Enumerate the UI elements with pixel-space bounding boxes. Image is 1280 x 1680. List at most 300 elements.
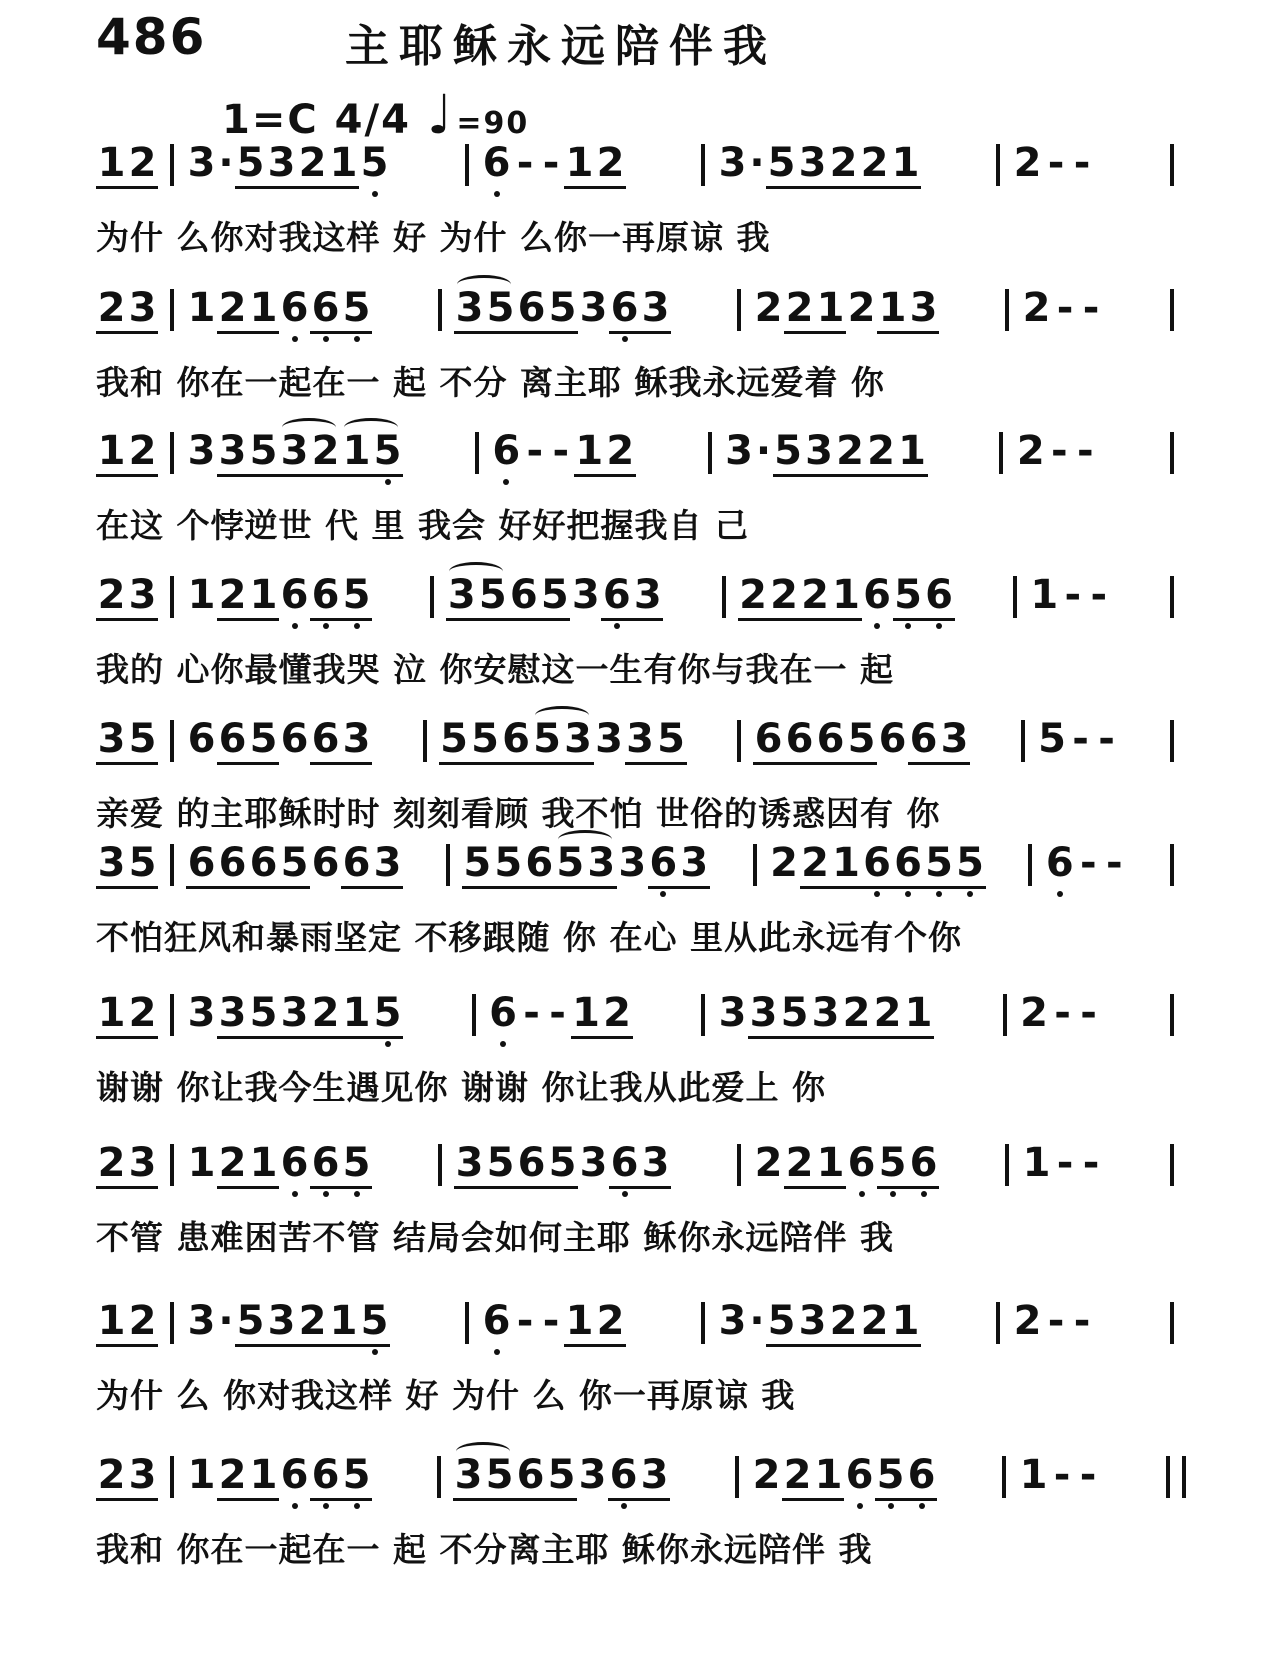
- note: 1: [877, 285, 908, 334]
- note: 6: [280, 716, 309, 762]
- notation-row: [96, 140, 1186, 196]
- note: 2: [96, 572, 127, 621]
- note: 3: [725, 428, 753, 474]
- note: 6: [524, 840, 555, 889]
- key-meter: 1=C 4/4: [222, 97, 411, 143]
- note: 5: [532, 716, 563, 765]
- notation-row: [96, 1140, 1186, 1196]
- note: 5: [656, 716, 687, 765]
- note: 5: [766, 140, 797, 189]
- barline: [1005, 289, 1009, 331]
- note: 2: [769, 572, 800, 621]
- note: 2: [872, 990, 903, 1039]
- hymn-number: 486: [96, 8, 207, 66]
- dash: -: [1079, 840, 1097, 886]
- note: 6: [492, 428, 521, 474]
- note: 2: [800, 572, 831, 621]
- note: 6: [516, 285, 547, 334]
- measure: [717, 140, 984, 189]
- note: 2: [127, 140, 158, 189]
- dash: -: [1082, 1140, 1100, 1186]
- note: 5: [766, 1298, 797, 1347]
- note: 6: [482, 1298, 511, 1344]
- note: 5: [235, 1298, 266, 1347]
- measure: [753, 716, 1009, 765]
- note: 2: [96, 1452, 127, 1501]
- note: 5: [547, 285, 578, 334]
- note: 5: [462, 840, 493, 889]
- measure: [717, 990, 991, 1039]
- note: 2: [297, 1298, 328, 1347]
- note: 5: [470, 716, 501, 765]
- barline: [170, 1144, 174, 1186]
- barline: [1002, 1456, 1006, 1498]
- dash: -: [1047, 1298, 1065, 1344]
- note: 1: [890, 140, 921, 189]
- note: 5: [359, 1298, 390, 1347]
- note: 5: [341, 1452, 372, 1501]
- measure: [186, 1298, 453, 1347]
- barline: [170, 576, 174, 618]
- notation-row: [96, 840, 1186, 896]
- note: 3: [127, 285, 158, 334]
- note: 3: [640, 1140, 671, 1189]
- note: 6: [311, 840, 340, 886]
- measure: [186, 572, 418, 621]
- dash: -: [1050, 428, 1068, 474]
- note: 3: [571, 572, 600, 618]
- note: 5: [127, 840, 158, 889]
- measure: [96, 285, 158, 334]
- staff-line: [96, 285, 1186, 404]
- note: 6: [609, 1140, 640, 1189]
- barline: [999, 432, 1003, 474]
- lyrics-line: 不怕狂风和暴雨坚定 不移跟随 你 在心 里从此永远有个你: [96, 918, 962, 957]
- note: 3: [279, 428, 310, 477]
- quarter-note-icon: ♩: [426, 83, 455, 146]
- note: 5: [893, 572, 924, 621]
- note: 2: [784, 285, 815, 334]
- note: 1: [564, 140, 595, 189]
- measure: [454, 285, 725, 334]
- note: 1: [571, 990, 602, 1039]
- staff-line: [96, 1298, 1186, 1417]
- notation-row: [96, 990, 1186, 1046]
- note: 3: [279, 990, 310, 1039]
- note: 5: [539, 572, 570, 621]
- barline: [737, 289, 741, 331]
- note: 5: [248, 428, 279, 477]
- measure: [96, 840, 158, 889]
- measure: [717, 1298, 984, 1347]
- note: 6: [815, 716, 846, 765]
- note: 5: [235, 140, 266, 189]
- note: 1: [831, 572, 862, 621]
- note: 5: [360, 140, 389, 186]
- note: 5: [485, 1140, 516, 1189]
- note: 1: [248, 1140, 279, 1189]
- note: 2: [754, 285, 783, 331]
- note: 5: [546, 1452, 577, 1501]
- note: 3: [446, 572, 477, 621]
- dash: -: [552, 428, 570, 474]
- barline: [170, 844, 174, 886]
- note: 2: [310, 990, 341, 1039]
- note: 3: [578, 1452, 607, 1498]
- measure: [96, 990, 158, 1039]
- note: 1: [248, 285, 279, 334]
- note: 6: [893, 840, 924, 889]
- note: 5: [547, 1140, 578, 1189]
- measure: [186, 716, 411, 765]
- notation-row: [96, 285, 1186, 341]
- note: 6: [908, 716, 939, 765]
- note: 2: [1020, 990, 1048, 1036]
- measure: [186, 1140, 426, 1189]
- barline: [1170, 1144, 1174, 1186]
- note: 6: [878, 716, 907, 762]
- barline: [1170, 576, 1174, 618]
- note: 3: [718, 140, 747, 186]
- note: 1: [815, 285, 846, 334]
- note: 3: [797, 1298, 828, 1347]
- measure: [738, 572, 1001, 621]
- measure: [1018, 1452, 1154, 1498]
- measure: [186, 428, 463, 477]
- note: 5: [477, 572, 508, 621]
- note: 5: [555, 840, 586, 889]
- staff-line: [96, 140, 1186, 259]
- note: 5: [779, 990, 810, 1039]
- barline: [438, 1144, 442, 1186]
- barline: [1170, 432, 1174, 474]
- tempo-value: =90: [456, 106, 530, 141]
- note: 2: [595, 1298, 626, 1347]
- dash: -: [1105, 840, 1123, 886]
- note: 6: [187, 716, 216, 762]
- note: 6: [753, 716, 784, 765]
- note: 3: [217, 990, 248, 1039]
- staff-line: [96, 840, 1186, 959]
- measure: [96, 1140, 158, 1189]
- barline: [170, 720, 174, 762]
- note: 2: [595, 140, 626, 189]
- barline: [735, 1456, 739, 1498]
- note: 3: [804, 428, 835, 477]
- note: 1: [897, 428, 928, 477]
- barline: [996, 144, 1000, 186]
- note: 6: [601, 572, 632, 621]
- lyrics-line: 谢谢 你让我今生遇见你 谢谢 你让我从此爱上 你: [96, 1068, 826, 1107]
- note: 6: [280, 1452, 309, 1498]
- note: 2: [859, 1298, 890, 1347]
- note: 1: [341, 990, 372, 1039]
- notation-row: [96, 572, 1186, 628]
- dash: -: [1082, 285, 1100, 331]
- note: 2: [297, 140, 328, 189]
- note: 6: [908, 1140, 939, 1189]
- notation-row: [96, 1298, 1186, 1354]
- note: 5: [877, 1140, 908, 1189]
- dash: -: [1073, 1298, 1091, 1344]
- measure: [1012, 140, 1158, 186]
- note: 6: [248, 840, 279, 889]
- note: 2: [782, 1452, 813, 1501]
- note: 6: [516, 1140, 547, 1189]
- note: 3: [127, 572, 158, 621]
- lyrics-line: 为什 么你对我这样 好 为什 么你一再原谅 我: [96, 218, 771, 257]
- barline: [701, 994, 705, 1036]
- note: 6: [280, 572, 309, 618]
- note: 3: [454, 1140, 485, 1189]
- dash: -: [516, 140, 534, 186]
- measure: [96, 140, 158, 189]
- dash: -: [549, 990, 566, 1036]
- note: 3: [96, 716, 127, 765]
- measure: [753, 1140, 993, 1189]
- lyrics-line: 在这 个悖逆世 代 里 我会 好好把握我自 己: [96, 506, 749, 545]
- barline: [737, 1144, 741, 1186]
- note: 5: [279, 840, 310, 889]
- note: 3: [187, 990, 216, 1036]
- measure: [481, 140, 689, 189]
- note: 2: [1013, 140, 1042, 186]
- note: 6: [310, 1452, 341, 1501]
- note: 6: [508, 572, 539, 621]
- note: 2: [738, 572, 769, 621]
- barline: [170, 144, 174, 186]
- barline: [446, 844, 450, 886]
- note: 1: [890, 1298, 921, 1347]
- barline: [1170, 144, 1174, 186]
- barline: [753, 844, 757, 886]
- note: 3: [96, 840, 127, 889]
- barline: [701, 1302, 705, 1344]
- measure: [1029, 572, 1158, 618]
- barline: [437, 1456, 441, 1498]
- note: 6: [501, 716, 532, 765]
- note: 3: [748, 990, 779, 1039]
- note: 6: [863, 572, 891, 618]
- note: 3: [632, 572, 663, 621]
- note: 3: [217, 428, 248, 477]
- note: 1: [96, 1298, 127, 1347]
- staff-line: [96, 1140, 1186, 1259]
- note: 2: [217, 1452, 248, 1501]
- note: 3: [618, 840, 647, 886]
- note: 5: [341, 572, 372, 621]
- note: 6: [784, 716, 815, 765]
- note: 2: [1022, 285, 1051, 331]
- barline: [170, 1456, 174, 1498]
- note: 6: [217, 716, 248, 765]
- note: 5: [372, 428, 403, 477]
- note: 2: [217, 1140, 248, 1189]
- note: 6: [924, 572, 955, 621]
- staff-line: [96, 990, 1186, 1109]
- note: 3: [810, 990, 841, 1039]
- note: 3: [341, 716, 372, 765]
- measure: [439, 716, 726, 765]
- measure: [1015, 428, 1158, 474]
- measure: [446, 572, 709, 621]
- lyrics-line: 我的 心你最懂我哭 泣 你安慰这一生有你与我在一 起: [96, 650, 894, 689]
- note: 3: [718, 990, 747, 1036]
- note: 6: [310, 285, 341, 334]
- tempo: [426, 83, 530, 146]
- measure: [769, 840, 1017, 889]
- note: 2: [127, 428, 158, 477]
- dot: ·: [218, 1298, 234, 1344]
- note: 2: [127, 1298, 158, 1347]
- dash: -: [1073, 140, 1091, 186]
- note: 3: [679, 840, 710, 889]
- note: 3: [372, 840, 403, 889]
- note: 1: [187, 1140, 216, 1186]
- measure: [488, 990, 690, 1039]
- barline: [438, 289, 442, 331]
- note: 2: [784, 1140, 815, 1189]
- note: 5: [484, 1452, 515, 1501]
- barline: [708, 432, 712, 474]
- note: 2: [1016, 428, 1045, 474]
- barline: [170, 432, 174, 474]
- note: 3: [454, 285, 485, 334]
- notation-row: [96, 428, 1186, 484]
- note: 3: [127, 1140, 158, 1189]
- note: 3: [586, 840, 617, 889]
- note: 2: [310, 428, 341, 477]
- barline: [1005, 1144, 1009, 1186]
- note: 1: [328, 1298, 359, 1347]
- note: 2: [828, 140, 859, 189]
- dash: -: [542, 140, 560, 186]
- note: 1: [96, 990, 127, 1039]
- lyrics-line: 不管 患难困苦不管 结局会如何主耶 稣你永远陪伴 我: [96, 1218, 894, 1257]
- note: 6: [310, 716, 341, 765]
- lyrics-line: 为什 么 你对我这样 好 为什 么 你一再原谅 我: [96, 1376, 796, 1415]
- note: 6: [862, 840, 893, 889]
- note: 2: [1013, 1298, 1042, 1344]
- note: 2: [847, 285, 876, 331]
- note: 6: [489, 990, 517, 1036]
- barline: [475, 432, 479, 474]
- barline: [1170, 994, 1174, 1036]
- note: 3: [187, 140, 216, 186]
- note: 5: [924, 840, 955, 889]
- measure: [186, 840, 434, 889]
- note: 2: [602, 990, 633, 1039]
- dot: ·: [749, 1298, 765, 1344]
- barline: [722, 576, 726, 618]
- dash: -: [1047, 140, 1065, 186]
- measure: [462, 840, 741, 889]
- dash: -: [1080, 990, 1097, 1036]
- dash: -: [1056, 285, 1074, 331]
- note: 5: [846, 716, 877, 765]
- measure: [96, 572, 158, 621]
- note: 2: [605, 428, 636, 477]
- note: 6: [608, 1452, 639, 1501]
- note: 1: [1019, 1452, 1048, 1498]
- dot: ·: [755, 428, 772, 474]
- lyrics-line: 亲爱 的主耶稣时时 刻刻看顾 我不怕 世俗的诱惑因有 你: [96, 794, 941, 833]
- note: 1: [341, 428, 372, 477]
- barline: [1170, 1302, 1174, 1344]
- dash: -: [1098, 716, 1115, 762]
- note: 1: [248, 572, 279, 621]
- barline: [465, 144, 469, 186]
- note: 2: [217, 285, 248, 334]
- note: 1: [187, 1452, 216, 1498]
- measure: [1012, 1298, 1158, 1344]
- lyrics-line: 我和 你在一起在一 起 不分 离主耶 稣我永远爱着 你: [96, 363, 885, 402]
- final-barline: [1166, 1456, 1186, 1498]
- dash: -: [523, 990, 540, 1036]
- barline: [1170, 289, 1174, 331]
- barline: [1028, 844, 1032, 886]
- note: 3: [453, 1452, 484, 1501]
- note: 3: [127, 1452, 158, 1501]
- note: 5: [372, 990, 403, 1039]
- barline: [1013, 576, 1017, 618]
- measure: [453, 1452, 723, 1501]
- note: 6: [280, 285, 309, 331]
- note: 6: [341, 840, 372, 889]
- note: 5: [248, 716, 279, 765]
- barline: [170, 994, 174, 1036]
- note: 2: [754, 1140, 783, 1186]
- note: 5: [439, 716, 470, 765]
- note: 1: [831, 840, 862, 889]
- barline: [996, 1302, 1000, 1344]
- note: 3: [187, 1298, 216, 1344]
- note: 6: [847, 1140, 876, 1186]
- note: 5: [493, 840, 524, 889]
- note: 3: [266, 140, 297, 189]
- dash: -: [1064, 572, 1082, 618]
- note: 1: [96, 140, 127, 189]
- note: 2: [96, 1140, 127, 1189]
- note: 2: [835, 428, 866, 477]
- dash: -: [1053, 1452, 1071, 1498]
- measure: [96, 716, 158, 765]
- dot: ·: [749, 140, 765, 186]
- note: 6: [310, 1140, 341, 1189]
- note: 1: [1030, 572, 1059, 618]
- measure: [96, 1298, 158, 1347]
- note: 2: [866, 428, 897, 477]
- note: 3: [266, 1298, 297, 1347]
- note: 3: [579, 285, 608, 331]
- note: 5: [955, 840, 986, 889]
- note: 6: [648, 840, 679, 889]
- note: 3: [595, 716, 623, 762]
- measure: [186, 1452, 425, 1501]
- note: 6: [310, 572, 341, 621]
- barline: [1170, 844, 1174, 886]
- note: 5: [341, 1140, 372, 1189]
- key-meter-tempo: [222, 83, 530, 146]
- barline: [170, 289, 174, 331]
- note: 3: [563, 716, 594, 765]
- measure: [491, 428, 696, 477]
- barline: [472, 994, 476, 1036]
- note: 3: [908, 285, 939, 334]
- note: 6: [186, 840, 217, 889]
- barline: [170, 1302, 174, 1344]
- staff-line: [96, 1452, 1186, 1571]
